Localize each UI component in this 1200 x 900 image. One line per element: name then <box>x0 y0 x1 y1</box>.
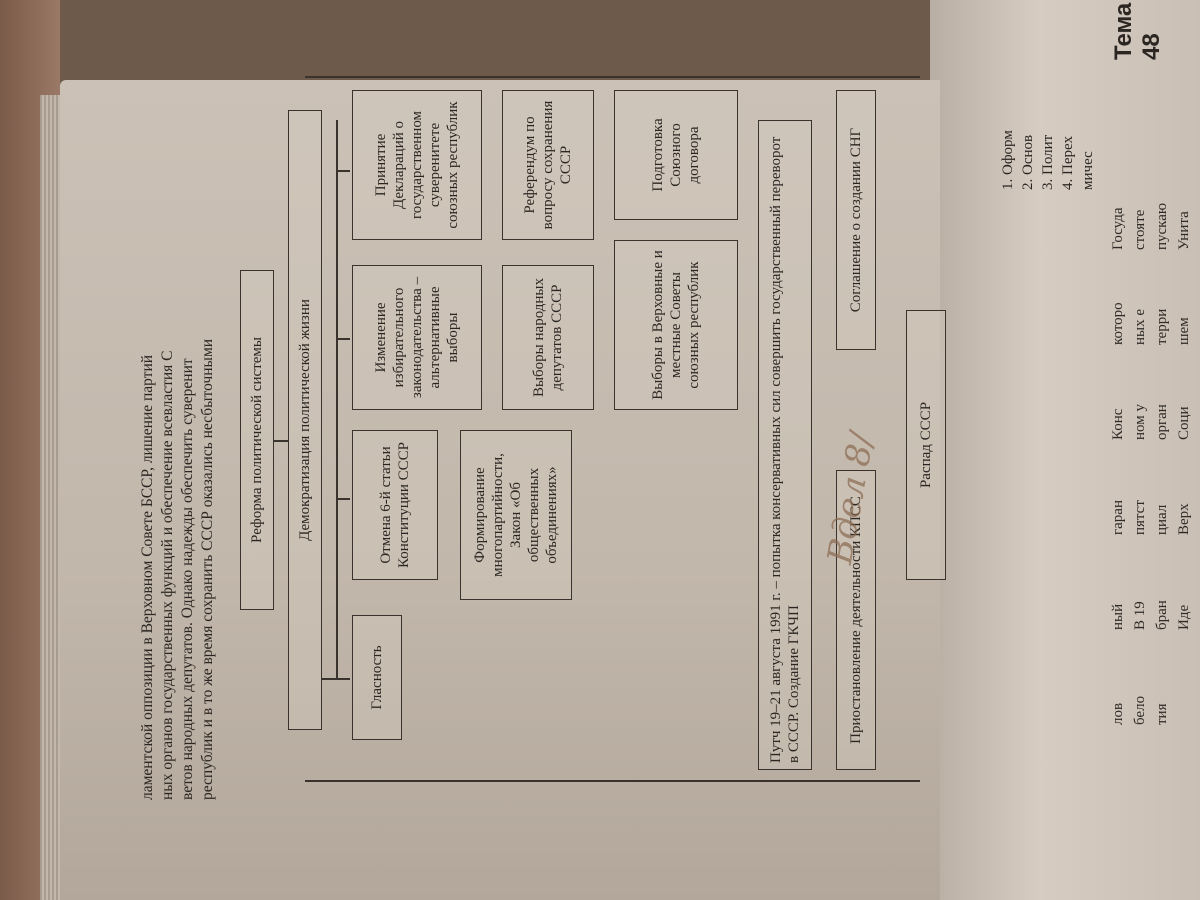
right-page-fragment: терри <box>1154 308 1170 345</box>
left-bracket <box>305 780 920 782</box>
connector <box>274 440 288 442</box>
right-page-fragment: которо <box>1110 302 1126 345</box>
right-page-fragment: ный <box>1110 603 1126 630</box>
intro-line: ных органов государственных функций и обеспечение всевластия С <box>159 350 176 800</box>
collapse-label: Распад СССР <box>918 401 934 489</box>
sng-box <box>836 90 876 350</box>
handwritten-note: Вдел 8/ <box>820 429 883 567</box>
right-page-fragment: орган <box>1154 404 1170 440</box>
sng-label: Соглашение о создании СНГ <box>848 127 864 313</box>
referendum-label: Референдум по вопросу сохранения СССР <box>522 100 574 230</box>
intro-text <box>138 40 218 800</box>
right-list-item: мичес <box>1080 151 1096 190</box>
right-page-fragment: ном у <box>1132 404 1148 440</box>
connector <box>322 678 336 680</box>
right-list-item: 2. Основ <box>1020 134 1036 190</box>
right-page-fragment: гаран <box>1110 500 1126 535</box>
right-page-fragment: тия <box>1154 703 1170 725</box>
glasnost-label: Гласность <box>369 645 385 710</box>
election-law-label: Изменение избирательного законодательства – альтернативные выборы <box>373 276 461 399</box>
collapse-box <box>906 310 946 580</box>
connector <box>336 338 350 340</box>
declarations-label: Принятие Деклараций о государственном суверенитете союзных республик <box>373 101 461 229</box>
putsch-label: Путч 19–21 августа 1991 г. – попытка консервативных сил совершить государственный переворот в СССР. Создание ГКЧП <box>768 136 802 763</box>
right-page-fragment: Соци <box>1176 406 1192 440</box>
right-page-fragment: пятст <box>1132 500 1148 535</box>
right-page-fragment: стояте <box>1132 209 1148 250</box>
right-list-item: 4. Перех <box>1060 136 1076 190</box>
right-page-fragment: бран <box>1154 600 1170 630</box>
right-page-fragment: Госуда <box>1110 207 1126 250</box>
multiparty-box <box>460 430 572 600</box>
deputies-label: Выборы народных депутатов СССР <box>531 277 565 398</box>
article6-box <box>352 430 438 580</box>
union-treaty-box <box>614 90 738 220</box>
referendum-box <box>502 90 594 240</box>
intro-line: ветов народных депутатов. Однако надежды обеспечить суверенит <box>179 358 196 800</box>
right-page-fragment: В 19 <box>1132 601 1148 630</box>
deputies-box <box>502 265 594 410</box>
supreme-soviets-box <box>614 240 738 410</box>
right-list-item: 1. Оформ <box>1000 130 1016 190</box>
intro-line: республик и в то же время сохранить СССР оказались несбыточными <box>199 338 216 800</box>
right-page-fragment: Верх <box>1176 503 1192 535</box>
multiparty-label: Формирование многопартийности, Закон «Об общественных объединениях» <box>472 453 560 577</box>
glasnost-box <box>352 615 402 740</box>
article6-label: Отмена 6-й статьи Конституции СССР <box>378 441 412 569</box>
union-treaty-label: Подготовка Союзного договора <box>650 118 702 192</box>
right-page-fragment: бело <box>1132 695 1148 725</box>
connector <box>336 678 350 680</box>
reform-label: Реформа политической системы <box>249 337 265 543</box>
connector <box>336 498 350 500</box>
right-page-fragment: Конс <box>1110 408 1126 440</box>
right-page-fragment: пускаю <box>1154 202 1170 250</box>
right-page-fragment: циал <box>1154 504 1170 535</box>
democratization-box <box>288 110 322 730</box>
right-page-content <box>1090 0 1200 900</box>
supreme-soviets-label: Выборы в Верховные и местные Советы союзных республик <box>650 250 702 400</box>
connector <box>336 170 350 172</box>
right-page-fragment: Иде <box>1176 604 1192 630</box>
putsch-box <box>758 120 812 770</box>
diagram-page <box>60 0 960 880</box>
connector <box>336 120 338 680</box>
right-list-item: 3. Полит <box>1040 134 1056 190</box>
democratization-label: Демократизация политической жизни <box>297 299 313 541</box>
topic-heading: Тема 48 <box>1110 2 1165 60</box>
right-page-fragment: шем <box>1176 317 1192 345</box>
right-page-fragment: Унита <box>1176 211 1192 250</box>
right-bracket <box>305 76 920 78</box>
right-page-fragment: лов <box>1110 702 1126 725</box>
intro-line: ламентской оппозиции в Верховном Совете БССР, лишение партий <box>139 354 156 800</box>
declarations-box <box>352 90 482 240</box>
kpss-label: Приостановление деятельности КПСС <box>848 496 864 744</box>
right-page-fragment: ных е <box>1132 308 1148 345</box>
election-law-box <box>352 265 482 410</box>
reform-box <box>240 270 274 610</box>
